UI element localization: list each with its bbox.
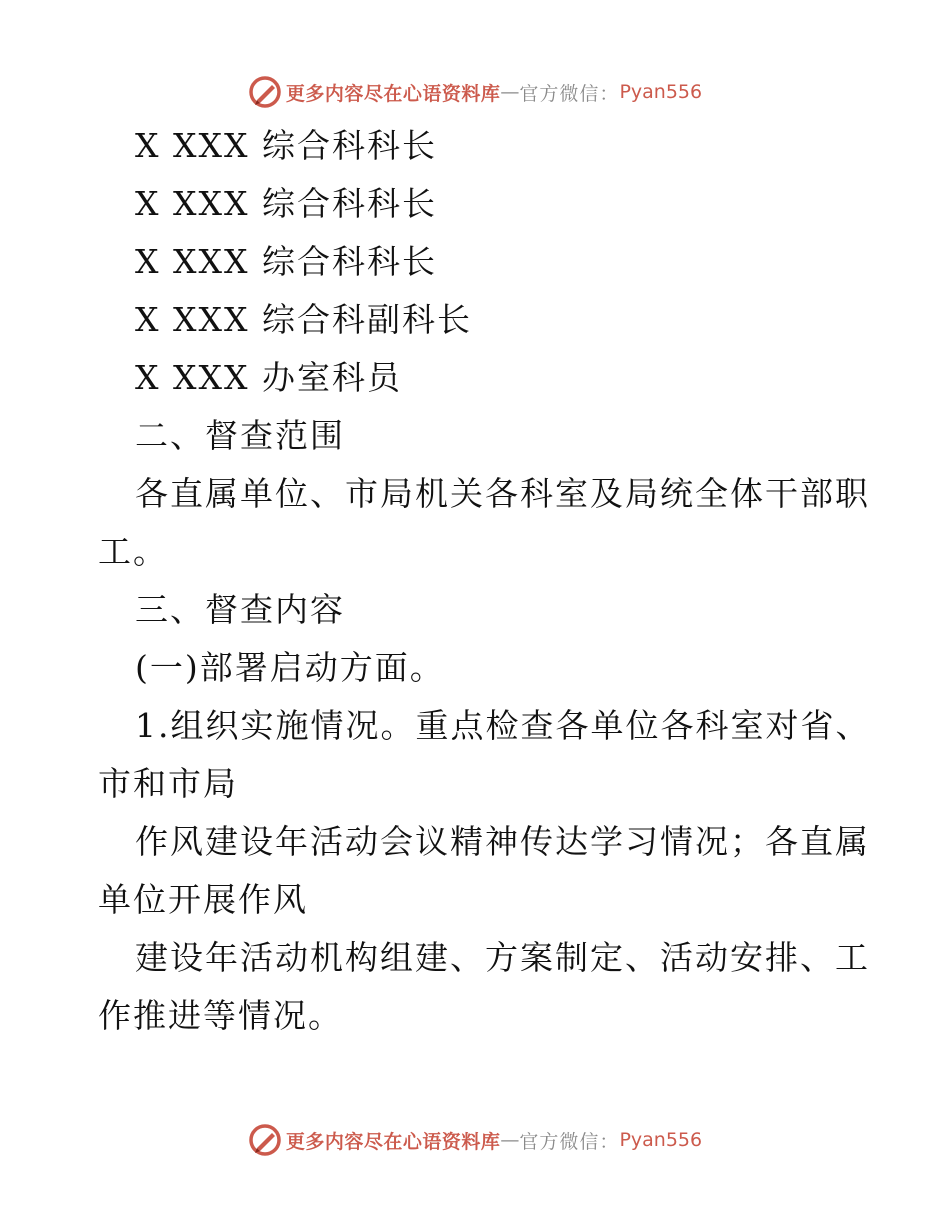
watermark-wechat-label: 官方微信： <box>519 82 620 105</box>
header-watermark <box>0 72 950 112</box>
subsection-heading: (一)部署启动方面。 <box>135 648 445 687</box>
text-line: X XXX 办室科员 <box>135 358 402 397</box>
text-line: X XXX 综合科科长 <box>135 242 437 281</box>
watermark-separator: — <box>500 81 520 103</box>
paragraph-line: 作风建设年活动会议精神传达学习情况；各直属 <box>135 822 870 861</box>
paragraph-line: 作推进等情况。 <box>98 996 343 1035</box>
footer-watermark <box>0 1120 950 1160</box>
watermark-wechat-id: Pyan556 <box>619 81 703 103</box>
text-line: X XXX 综合科科长 <box>135 184 437 223</box>
watermark-wechat-id: Pyan556 <box>619 1129 703 1151</box>
watermark-wechat-label: 官方微信： <box>519 1130 620 1153</box>
pen-logo-icon <box>248 75 282 109</box>
paragraph-line: 市和市局 <box>98 764 238 803</box>
paragraph-line: 单位开展作风 <box>98 880 308 919</box>
paragraph-line: 各直属单位、市局机关各科室及局统全体干部职 <box>135 474 870 513</box>
text-line: X XXX 综合科副科长 <box>135 300 472 339</box>
section-heading: 三、督查内容 <box>135 590 345 629</box>
paragraph-line: 工。 <box>98 532 168 571</box>
pen-logo-icon <box>248 1123 282 1157</box>
paragraph-line: 1.组织实施情况。重点检查各单位各科室对省、 <box>135 706 871 745</box>
watermark-site-text: 更多内容尽在心语资料库 <box>285 82 501 105</box>
watermark-separator: — <box>500 1129 520 1151</box>
text-line: X XXX 综合科科长 <box>135 126 437 165</box>
watermark-site-text: 更多内容尽在心语资料库 <box>285 1130 501 1153</box>
paragraph-line: 建设年活动机构组建、方案制定、活动安排、工 <box>135 938 870 977</box>
document-body <box>98 117 871 1045</box>
section-heading: 二、督查范围 <box>135 416 345 455</box>
